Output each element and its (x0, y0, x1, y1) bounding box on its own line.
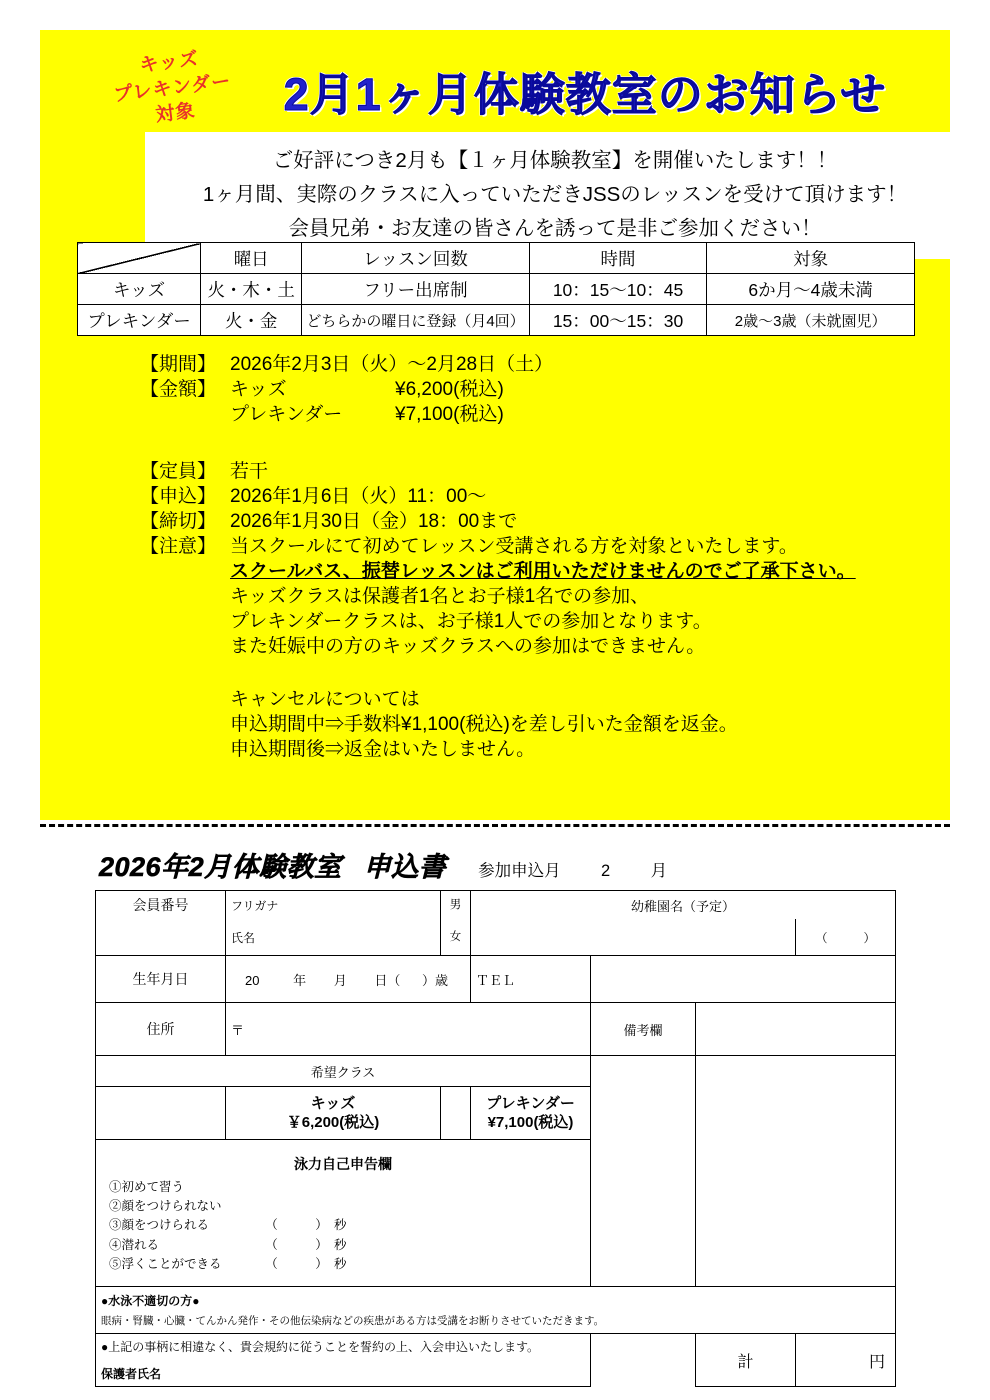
detail-price (140, 380, 930, 430)
remarks-area-2[interactable] (591, 1056, 696, 1087)
deadline-label: 【締切】 (140, 511, 217, 532)
unfit-title: ●水泳不適切の方● (101, 1294, 200, 1308)
intro-line-3: 会員兄弟・お友達の皆さんを誘って是非ご参加ください！ (288, 216, 822, 240)
table-row (96, 1087, 896, 1140)
price-row-pre (230, 405, 930, 424)
row-pre-target: 2歳～3歳（未就園児） (707, 305, 915, 336)
swim-item-3-text: ③顔をつけられる (109, 1218, 210, 1233)
cancel-line-2: 申込期間中⇒手数料¥1,100(税込)を差し引いた金額を返金。 (230, 714, 738, 735)
header-lesson-count: レッスン回数 (302, 243, 529, 274)
row-kids-time: 10：15～10：45 (529, 274, 707, 305)
price-kids-value: ¥6,200(税込) (395, 379, 504, 400)
total-label: 計 (696, 1334, 796, 1387)
page-title: 2月1ヶ月体験教室のお知らせ (283, 69, 887, 120)
header-target: 対象 (707, 243, 915, 274)
price-row-kids (230, 380, 930, 399)
list-item[interactable] (109, 1178, 585, 1197)
table-row (96, 1003, 896, 1056)
table-header-row (78, 243, 915, 274)
pre-checkbox[interactable] (441, 1087, 471, 1140)
table-row (96, 919, 896, 956)
price-kids-name: キッズ (230, 379, 287, 400)
notice-line-2 (230, 562, 930, 581)
member-no-input[interactable] (96, 919, 226, 956)
kindergarten-input[interactable] (471, 919, 796, 956)
cut-line-divider (40, 824, 950, 827)
table-row (96, 1140, 896, 1287)
period-label: 【期間】 (140, 354, 217, 375)
desired-class-label: 希望クラス (96, 1056, 591, 1087)
spacer (140, 436, 930, 462)
application-form (95, 845, 895, 1387)
swim-item-4-text: ④潜れる (109, 1237, 160, 1252)
notice-line-4: プレキンダークラスは、お子様1人での参加となります。 (230, 611, 712, 632)
birth-label: 生年月日 (96, 956, 226, 1003)
birth-age-unit: ）歳 (422, 972, 449, 988)
remarks-label: 備考欄 (591, 1003, 696, 1056)
month-value: 2 (601, 862, 611, 880)
list-item[interactable] (109, 1236, 585, 1255)
list-item[interactable] (109, 1255, 585, 1274)
kindergarten-label: 幼稚園名（予定） (471, 891, 896, 920)
cancel-line-1: キャンセルについては (230, 689, 420, 710)
month-unit: 月 (650, 862, 668, 880)
badge-line-3: 対象 (154, 100, 197, 127)
detail-apply (140, 487, 930, 506)
period-value: 2026年2月3日（火）～2月28日（土） (230, 354, 554, 375)
form-table (95, 890, 896, 1387)
birth-prefix: 20 (245, 972, 260, 988)
swim-title: 泳力自己申告欄 (294, 1155, 392, 1172)
unfit-notice (96, 1287, 896, 1334)
agreement-section (96, 1334, 591, 1387)
flyer-panel (40, 30, 950, 820)
total-unit: 円 (796, 1334, 896, 1387)
notice-emphasis: スクールバス、振替レッスンはご利用いただけませんのでご了承下さい。 (230, 561, 856, 582)
birth-month-unit: 月 (333, 972, 347, 988)
target-badge (81, 40, 264, 138)
swim-item-5-unit: 秒 (334, 1257, 347, 1272)
list-item[interactable] (109, 1216, 585, 1235)
member-no-label: 会員番号 (96, 891, 226, 920)
class-kids[interactable] (226, 1087, 441, 1140)
postal-mark: 〒 (231, 1022, 245, 1038)
kids-checkbox[interactable] (96, 1087, 226, 1140)
form-title-main: 2026年2月体験教室 (99, 852, 342, 882)
swim-ability-section[interactable] (96, 1140, 591, 1287)
remarks-input[interactable] (696, 1003, 896, 1056)
cancel-line-3: 申込期間後⇒返金はいたしません。 (230, 739, 536, 760)
price-values (230, 380, 930, 430)
notice-values (230, 537, 930, 765)
birth-day-unit: 日（ (374, 972, 401, 988)
detail-capacity (140, 462, 930, 481)
row-pre-count: どちらかの曜日に登録（月4回） (302, 305, 529, 336)
notice-line-5: また妊娠中の方のキッズクラスへの参加はできません。 (230, 636, 706, 657)
row-kids-name: キッズ (78, 274, 201, 305)
gender-label-male: 男 (441, 891, 471, 920)
gender-label-female[interactable]: 女 (441, 919, 471, 956)
table-row (78, 274, 915, 305)
row-pre-name: プレキンダー (78, 305, 201, 336)
address-input[interactable] (226, 1003, 591, 1056)
table-row (96, 956, 896, 1003)
price-pre-name: プレキンダー (230, 404, 343, 425)
swim-item-4-paren: （ ） (265, 1237, 328, 1252)
swim-item-5-paren: （ ） (265, 1257, 328, 1272)
swim-list (101, 1178, 585, 1275)
address-label: 住所 (96, 1003, 226, 1056)
notice-line-1: 当スクールにて初めてレッスン受講される方を対象といたします。 (230, 536, 798, 557)
swim-item-1-text: ①初めて習う (109, 1179, 185, 1194)
price-pre-value: ¥7,100(税込) (395, 404, 504, 425)
deadline-value: 2026年1月30日（金）18：00まで (230, 511, 518, 532)
agreement-text: ●上記の事柄に相違なく、貴会規約に従うことを誓約の上、入会申込いたします。 (101, 1340, 540, 1354)
badge-line-2: プレキンダー (112, 70, 233, 106)
table-row (78, 305, 915, 336)
table-corner-cell (78, 243, 201, 274)
blank-cell-b (696, 1087, 896, 1140)
intro-line-1: ご好評につき2月も【１ヶ月体験教室】を開催いたします！！ (272, 149, 838, 172)
furigana-label: フリガナ (226, 891, 441, 920)
cancel-policy (230, 690, 930, 759)
month-label: 参加申込月 (478, 862, 561, 880)
row-kids-target: 6か月～4歳未満 (707, 274, 915, 305)
birth-input[interactable] (226, 956, 471, 1003)
guardian-label[interactable]: 保護者氏名 (101, 1367, 162, 1381)
apply-label: 【申込】 (140, 486, 217, 507)
kindergarten-paren: （ ） (796, 919, 896, 956)
table-row (96, 891, 896, 920)
class-kids-price: ￥6,200(税込) (286, 1114, 380, 1131)
price-label: 【金額】 (140, 379, 217, 400)
class-pre[interactable] (471, 1087, 591, 1140)
blank-cell-c (591, 1140, 696, 1287)
swim-item-3-unit: 秒 (334, 1218, 347, 1233)
form-title-sub: 申込書 (363, 852, 447, 882)
row-kids-day: 火・木・土 (201, 274, 302, 305)
birth-year-unit: 年 (293, 972, 307, 988)
name-label[interactable]: 氏名 (226, 919, 441, 956)
blank-cell-a (591, 1087, 696, 1140)
blank-cell-d (696, 1140, 896, 1287)
badge-line-1: キッズ (138, 48, 201, 77)
class-pre-price: ¥7,100(税込) (487, 1114, 574, 1131)
apply-value: 2026年1月6日（火）11：00～ (230, 486, 487, 507)
intro-box (145, 132, 965, 259)
form-title (99, 845, 446, 884)
class-kids-name: キッズ (310, 1094, 356, 1112)
tel-input[interactable] (591, 956, 896, 1003)
notice-line-3: キッズクラスは保護者1名とお子様1名での参加、 (230, 586, 650, 607)
detail-period (140, 355, 930, 374)
capacity-label: 【定員】 (140, 461, 217, 482)
notice-label: 【注意】 (140, 536, 217, 557)
intro-line-2: 1ヶ月間、実際のクラスに入っていただきJSSのレッスンを受けて頂けます！ (202, 182, 908, 206)
table-row (96, 1334, 896, 1387)
total-spacer (591, 1334, 696, 1387)
schedule-table (77, 242, 915, 336)
header-time: 時間 (529, 243, 707, 274)
remarks-area-3[interactable] (696, 1056, 896, 1087)
table-row (96, 1287, 896, 1334)
row-kids-count: フリー出席制 (302, 274, 529, 305)
row-pre-day: 火・金 (201, 305, 302, 336)
header-day: 曜日 (201, 243, 302, 274)
table-row (96, 1056, 896, 1087)
swim-item-4-unit: 秒 (334, 1237, 347, 1252)
detail-notice (140, 537, 930, 765)
detail-deadline (140, 512, 930, 531)
row-pre-time: 15：00～15：30 (529, 305, 707, 336)
swim-item-5-text: ⑤浮くことができる (109, 1257, 222, 1272)
tel-label: ＴＥＬ (471, 956, 591, 1003)
class-pre-name: プレキンダー (486, 1094, 575, 1112)
details-list (140, 355, 930, 771)
capacity-value: 若干 (230, 461, 269, 482)
swim-item-2-text: ②顔をつけられない (109, 1198, 222, 1213)
list-item[interactable] (109, 1197, 585, 1216)
unfit-text: 眼病・腎臓・心臓・てんかん発作・その他伝染病などの疾患がある方は受講をお断りさせていただきます。 (101, 1315, 605, 1327)
swim-item-3-paren: （ ） (265, 1218, 328, 1233)
form-month-field (478, 857, 667, 884)
form-header (95, 845, 895, 884)
